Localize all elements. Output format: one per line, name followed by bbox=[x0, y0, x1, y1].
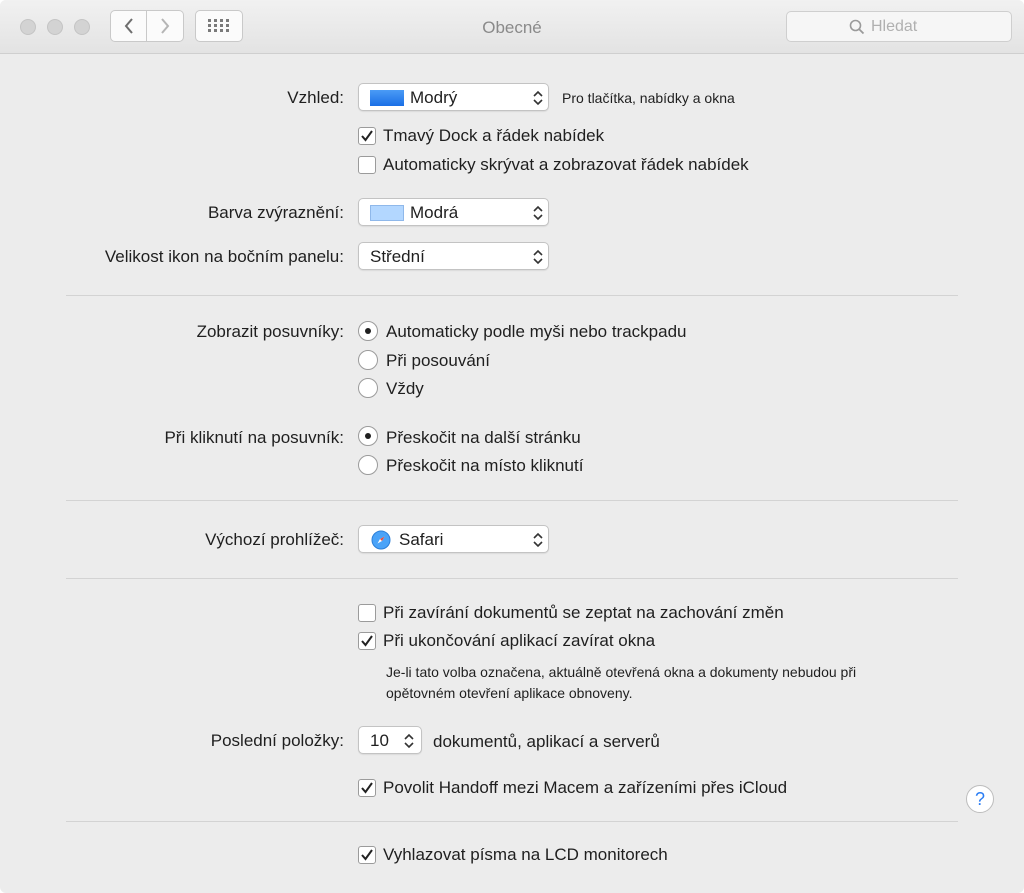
popup-arrows-icon bbox=[531, 88, 545, 108]
appearance-value: Modrý bbox=[410, 88, 458, 107]
default-browser-popup[interactable] bbox=[358, 525, 549, 553]
sidebar-icon-size-value: Střední bbox=[370, 247, 425, 266]
highlight-value: Modrá bbox=[410, 203, 459, 222]
close-windows-checkbox[interactable] bbox=[358, 632, 376, 650]
sidebar-icon-size-label: Velikost ikon na bočním panelu: bbox=[104, 247, 344, 266]
handoff-checkbox[interactable] bbox=[358, 779, 376, 797]
checkmark-icon bbox=[359, 847, 375, 863]
search-placeholder: Hledat bbox=[871, 18, 918, 35]
default-browser-label: Výchozí prohlížeč: bbox=[205, 530, 344, 549]
close-windows-note bbox=[386, 662, 856, 704]
ask-keep-changes-checkbox[interactable] bbox=[358, 604, 376, 622]
search-field[interactable] bbox=[786, 11, 1012, 42]
radio-selected-dot bbox=[365, 433, 371, 439]
close-windows-note-line1: Je-li tato volba označena, aktuálně otevřená okna a dokumenty nebudou při bbox=[386, 664, 857, 680]
appearance-label: Vzhled: bbox=[287, 88, 344, 107]
highlight-color-swatch bbox=[370, 205, 404, 221]
section-divider bbox=[66, 578, 958, 579]
popup-arrows-icon bbox=[531, 530, 545, 550]
popup-arrows-icon bbox=[402, 731, 416, 751]
scrollbars-label: Zobrazit posuvníky: bbox=[196, 322, 344, 341]
scrollbars-option-auto-label: Automaticky podle myši nebo trackpadu bbox=[386, 322, 687, 341]
popup-arrows-icon bbox=[531, 203, 545, 223]
help-button[interactable]: ? bbox=[966, 785, 994, 813]
section-divider bbox=[66, 295, 958, 296]
close-windows-note-line2: opětovném otevření aplikace obnoveny. bbox=[386, 685, 633, 701]
recent-items-label: Poslední položky: bbox=[210, 731, 344, 750]
recent-items-value: 10 bbox=[370, 731, 389, 750]
highlight-label: Barva zvýraznění: bbox=[207, 203, 344, 222]
scrollbars-option-scrolling-label: Při posouvání bbox=[386, 351, 490, 370]
section-divider bbox=[66, 500, 958, 501]
checkmark-icon bbox=[359, 128, 375, 144]
auto-hide-menu-checkbox[interactable] bbox=[358, 156, 376, 174]
checkmark-icon bbox=[359, 633, 375, 649]
search-icon bbox=[849, 19, 865, 35]
recent-items-popup[interactable] bbox=[358, 726, 422, 754]
sidebar-icon-size-popup[interactable] bbox=[358, 242, 549, 270]
scroll-click-spot-radio[interactable] bbox=[358, 455, 378, 475]
general-preferences-pane bbox=[0, 54, 1024, 893]
dark-dock-checkbox[interactable] bbox=[358, 127, 376, 145]
appearance-color-swatch bbox=[370, 90, 404, 106]
popup-arrows-icon bbox=[531, 247, 545, 267]
titlebar bbox=[0, 0, 1024, 54]
section-divider bbox=[66, 821, 958, 822]
safari-icon bbox=[371, 530, 391, 550]
auto-hide-menu-label: Automaticky skrývat a zobrazovat řádek nabídek bbox=[383, 155, 749, 174]
appearance-popup[interactable] bbox=[358, 83, 549, 111]
dark-dock-label: Tmavý Dock a řádek nabídek bbox=[383, 126, 605, 145]
scroll-click-spot-label: Přeskočit na místo kliknutí bbox=[386, 456, 584, 475]
appearance-hint: Pro tlačítka, nabídky a okna bbox=[562, 90, 735, 106]
scrollbars-option-always-radio[interactable] bbox=[358, 378, 378, 398]
lcd-smoothing-label: Vyhlazovat písma na LCD monitorech bbox=[383, 845, 668, 864]
checkmark-icon bbox=[359, 780, 375, 796]
default-browser-value: Safari bbox=[399, 530, 444, 549]
scrollbars-option-scrolling-radio[interactable] bbox=[358, 350, 378, 370]
close-windows-label: Při ukončování aplikací zavírat okna bbox=[383, 631, 656, 650]
recent-items-suffix: dokumentů, aplikací a serverů bbox=[433, 732, 660, 751]
ask-keep-changes-label: Při zavírání dokumentů se zeptat na zachování změn bbox=[383, 603, 784, 622]
scroll-click-next-page-label: Přeskočit na další stránku bbox=[386, 428, 581, 447]
highlight-popup[interactable] bbox=[358, 198, 549, 226]
scrollbars-option-always-label: Vždy bbox=[386, 379, 424, 398]
window-title: Obecné bbox=[482, 18, 542, 37]
handoff-label: Povolit Handoff mezi Macem a zařízeními přes iCloud bbox=[383, 778, 788, 797]
scrollbars-option-auto-radio[interactable] bbox=[358, 321, 378, 341]
scroll-click-label: Při kliknutí na posuvník: bbox=[164, 428, 344, 447]
scroll-click-next-page-radio[interactable] bbox=[358, 426, 378, 446]
lcd-smoothing-checkbox[interactable] bbox=[358, 846, 376, 864]
radio-selected-dot bbox=[365, 328, 371, 334]
